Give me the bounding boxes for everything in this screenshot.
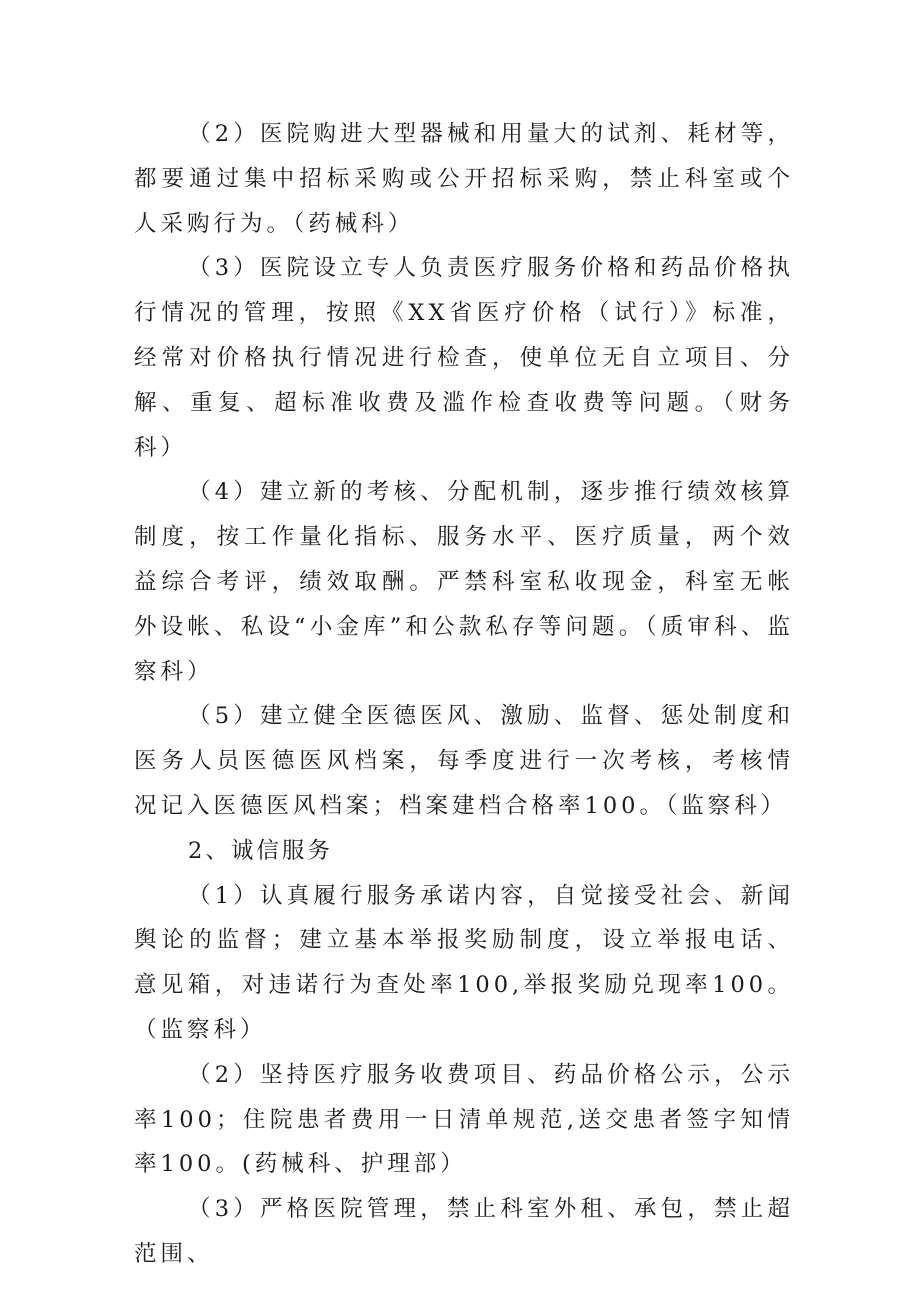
paragraph-hospital-management: （3）严格医院管理，禁止科室外租、承包，禁止超范围、 [134,1196,794,1267]
paragraph-pricing: （3）医院设立专人负责医疗服务价格和药品价格执行情况的管理，按照《XX省医疗价格（试行）》标准，经常对价格执行情况进行检查，使单位无自立项目、分解、重复、超标准收费及滥作检查收费等问题。（财务科） [134,255,794,461]
paragraph-fee-disclosure: （2）坚持医疗服务收费项目、药品价格公示，公示率100；住院患者费用一日清单规范,送交患者签字知情率100。(药械科、护理部） [134,1061,794,1178]
paragraph-service-commitment: （1）认真履行服务承诺内容，自觉接受社会、新闻舆论的监督；建立基本举报奖励制度，设立举报电话、意见箱，对违诺行为查处率100,举报奖励兑现率100。（监察科） [134,882,794,1043]
paragraph-ethics-archive: （5）建立健全医德医风、激励、监督、惩处制度和医务人员医德医风档案，每季度进行一次考核，考核情况记入医德医风档案；档案建档合格率100。（监察科） [134,703,794,819]
paragraph-procurement: （2）医院购进大型器械和用量大的试剂、耗材等，都要通过集中招标采购或公开招标采购，禁止科室或个人采购行为。（药械科） [134,121,794,237]
document-body [134,112,794,1277]
section-heading-integrity-service: 2、诚信服务 [188,837,333,864]
paragraph-assessment: （4）建立新的考核、分配机制，逐步推行绩效核算制度，按工作量化指标、服务水平、医疗质量，两个效益综合考评，绩效取酬。严禁科室私收现金，科室无帐外设帐、私设“小金库”和公款私存等问题。（质审科、监察科） [134,479,794,685]
